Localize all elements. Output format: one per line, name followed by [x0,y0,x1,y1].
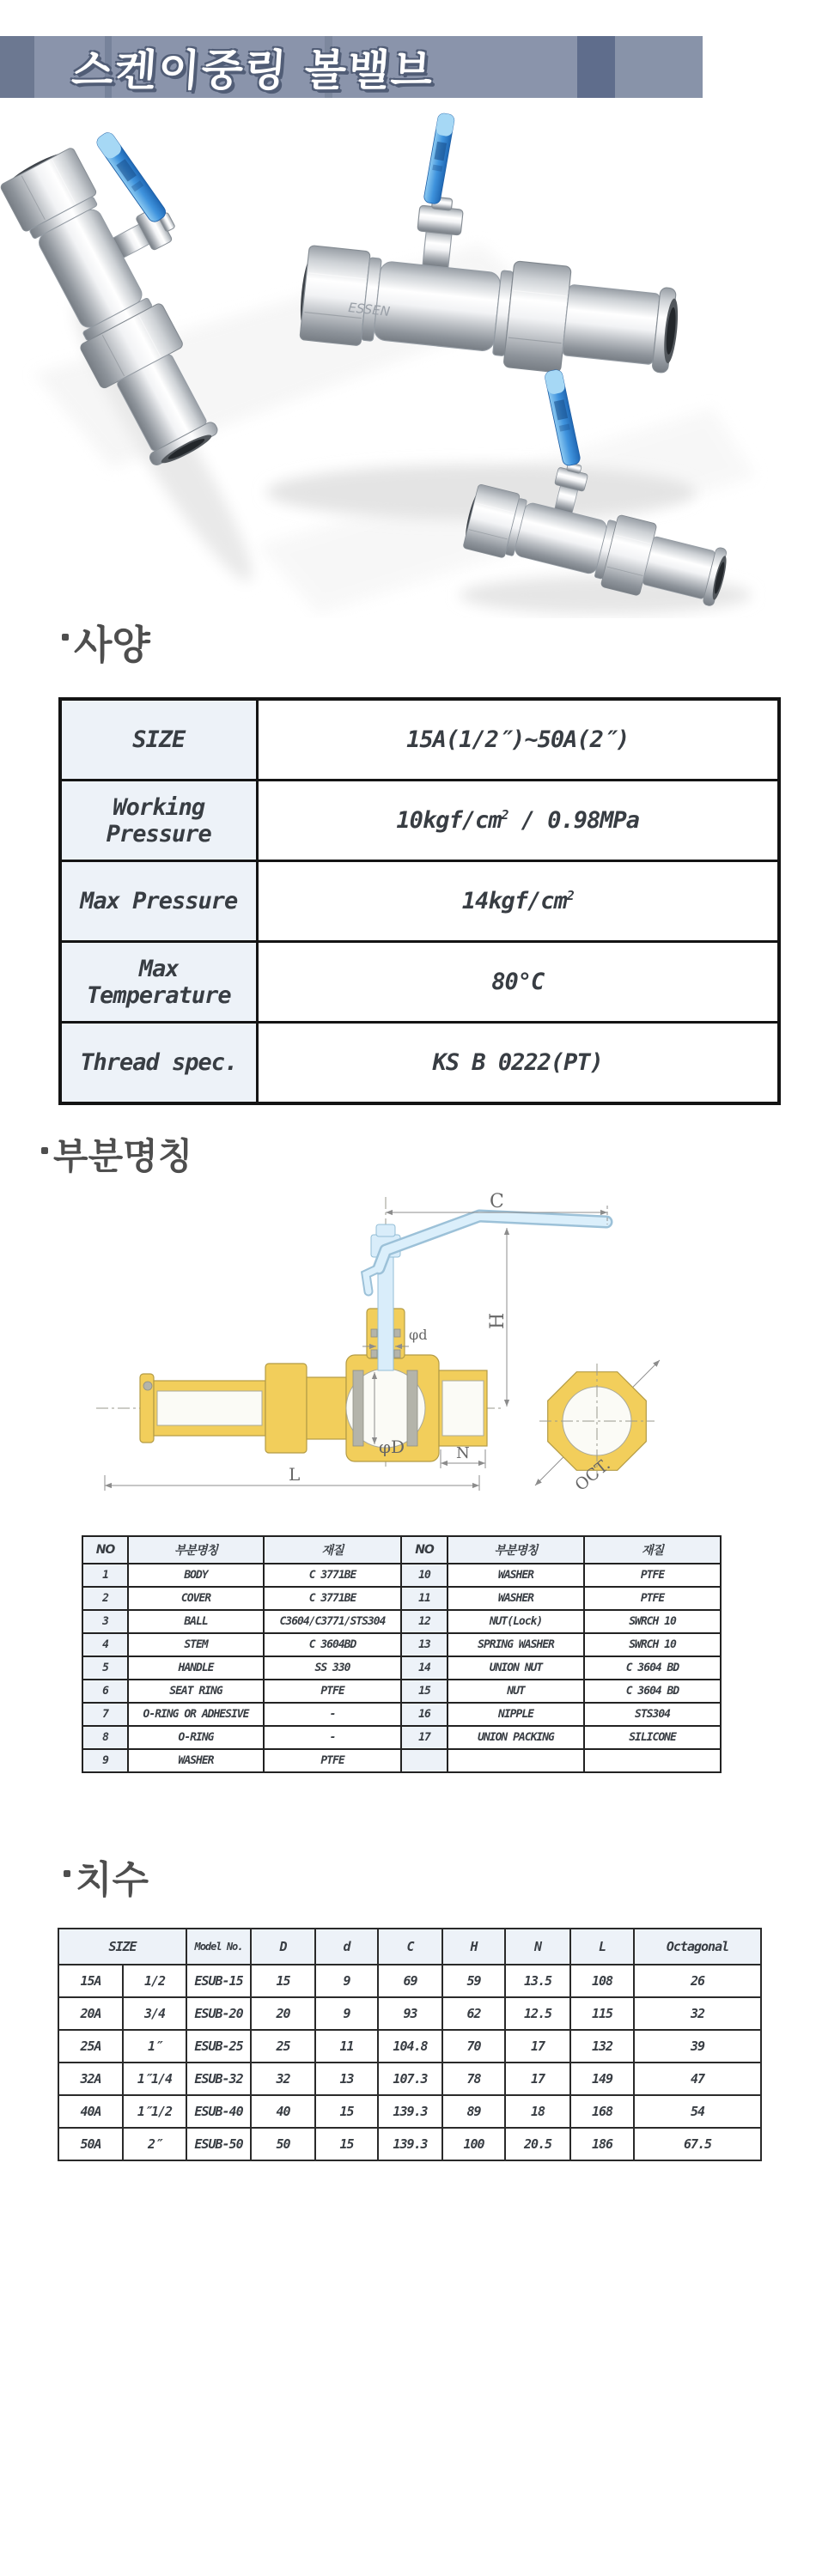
cell: 9 [82,1749,128,1772]
cell: 25 [251,2030,315,2063]
spec-label: Thread spec. [60,1023,257,1104]
cell: O-RING [128,1726,264,1749]
cell [584,1749,721,1772]
cell: NUT(Lock) [448,1610,584,1633]
cell: 50A [58,2128,123,2160]
col-header: L [570,1929,634,1965]
cell: 15 [401,1680,448,1703]
value-sup: 2 [501,807,508,823]
dim-label-phiD: φD [379,1437,405,1457]
col-header: NO [401,1536,448,1564]
cell: 62 [442,1997,505,2030]
spec-value [257,781,779,861]
cell: 17 [505,2063,570,2095]
col-header: d [315,1929,378,1965]
spec-label: Working Pressure [60,781,257,861]
ball-valve-photo-middle [296,112,689,385]
cell: BALL [128,1610,264,1633]
cell: 13 [315,2063,378,2095]
table-row [60,942,779,1023]
cell: 5 [82,1656,128,1680]
cell: 6 [82,1680,128,1703]
col-header: NO [82,1536,128,1564]
cell: 1 [82,1564,128,1587]
spec-value [257,1023,779,1104]
cell: - [264,1703,401,1726]
col-header: C [378,1929,442,1965]
cell: ESUB-20 [186,1997,251,2030]
cell: 132 [570,2030,634,2063]
cell: 32 [634,1997,761,2030]
col-header: 재질 [264,1536,401,1564]
cell: NIPPLE [448,1703,584,1726]
cell: 115 [570,1997,634,2030]
cell: 2 [82,1587,128,1610]
page-title: 스켄이중링 볼밸브 [70,46,436,95]
valve-cross-section-diagram [94,1185,679,1520]
table-row [58,2030,761,2063]
cell: 47 [634,2063,761,2095]
cell: UNION PACKING [448,1726,584,1749]
cell: COVER [128,1587,264,1610]
cell: SWRCH 10 [584,1633,721,1656]
cell: C 3604 BD [584,1680,721,1703]
cell: 9 [315,1997,378,2030]
table-row [58,2095,761,2128]
dim-label-l: L [289,1464,301,1485]
spec-label: Max Pressure [60,861,257,942]
cell: 40 [251,2095,315,2128]
table-row [82,1726,721,1749]
spec-value [257,942,779,1023]
cell: 26 [634,1965,761,1997]
value-text: 14kgf/cm [461,888,567,914]
cell: 50 [251,2128,315,2160]
cell: SILICONE [584,1726,721,1749]
cell: 20A [58,1997,123,2030]
cell: BODY [128,1564,264,1587]
table-row [82,1587,721,1610]
table-row [58,2063,761,2095]
cell: 13.5 [505,1965,570,1997]
table-header-row [82,1536,721,1564]
table-row [58,2128,761,2160]
table-row [82,1703,721,1726]
cell: 1″1/2 [123,2095,186,2128]
dim-label-c: C [490,1191,504,1212]
table-row [82,1610,721,1633]
cell: 4 [82,1633,128,1656]
table-row [60,699,779,781]
cell: 139.3 [378,2095,442,2128]
cell: 139.3 [378,2128,442,2160]
spec-value [257,699,779,781]
col-header: D [251,1929,315,1965]
col-header: 부분명칭 [448,1536,584,1564]
cell: 104.8 [378,2030,442,2063]
table-row [58,1997,761,2030]
valve-body-section [140,1224,487,1461]
cell: PTFE [584,1564,721,1587]
cell: 40A [58,2095,123,2128]
cell: 100 [442,2128,505,2160]
cell: - [264,1726,401,1749]
cell: WASHER [128,1749,264,1772]
cell: 12 [401,1610,448,1633]
cell: STEM [128,1633,264,1656]
valve-handle-section [366,1216,606,1291]
table-row [60,781,779,861]
col-header: Octagonal [634,1929,761,1965]
cell: 186 [570,2128,634,2160]
cell: SEAT RING [128,1680,264,1703]
cell: SWRCH 10 [584,1610,721,1633]
cell: 7 [82,1703,128,1726]
cell: C 3604BD [264,1633,401,1656]
col-header: Model No. [186,1929,251,1965]
cell: 17 [401,1726,448,1749]
cell: 89 [442,2095,505,2128]
cell: PTFE [264,1749,401,1772]
cell: 3/4 [123,1997,186,2030]
cell: 15 [251,1965,315,1997]
cell: 67.5 [634,2128,761,2160]
cell [448,1749,584,1772]
table-header-row [58,1929,761,1965]
cell: 3 [82,1610,128,1633]
brand-engraving: ESSEN [347,300,391,320]
bullet-dot [62,634,69,641]
value-text: KS B 0222(PT) [432,1049,603,1076]
cell: PTFE [264,1680,401,1703]
spec-label: Max Temperature [60,942,257,1023]
table-row [58,1965,761,1997]
cell: 8 [82,1726,128,1749]
cell: 54 [634,2095,761,2128]
cell: NUT [448,1680,584,1703]
cell: 16 [401,1703,448,1726]
cell: 20 [251,1997,315,2030]
bullet-dot [41,1147,48,1154]
section-title: 사양 [74,622,150,668]
col-header: SIZE [58,1929,186,1965]
cell: 149 [570,2063,634,2095]
value-text: 80°C [491,969,545,995]
spec-table [58,697,781,1105]
cell: 20.5 [505,2128,570,2160]
cell: 108 [570,1965,634,1997]
dim-label-oct: OCT. [571,1455,614,1496]
cell: C 3771BE [264,1564,401,1587]
cell: 93 [378,1997,442,2030]
value-text: 15A(1/2″)~50A(2″) [406,726,630,753]
value-sup: 2 [566,888,574,903]
dim-label-h: H [487,1312,508,1329]
value-text: / 0.98MPa [508,807,640,834]
dim-label-phid: φd [409,1327,428,1343]
cell: STS304 [584,1703,721,1726]
cell: ESUB-15 [186,1965,251,1997]
cell: 17 [505,2030,570,2063]
cell: 1″1/4 [123,2063,186,2095]
cell: PTFE [584,1587,721,1610]
cell: 11 [401,1587,448,1610]
cell: 69 [378,1965,442,1997]
cell: 25A [58,2030,123,2063]
table-row [82,1564,721,1587]
dimensions-table [58,1928,762,2161]
cell: 15 [315,2128,378,2160]
cell: ESUB-40 [186,2095,251,2128]
cell: 39 [634,2030,761,2063]
cell: 32A [58,2063,123,2095]
cell: 9 [315,1965,378,1997]
section-heading-spec [62,623,150,667]
cell: 13 [401,1633,448,1656]
valve-handle [544,368,581,466]
table-row [60,1023,779,1104]
cell: 12.5 [505,1997,570,2030]
cell: 107.3 [378,2063,442,2095]
cell: ESUB-32 [186,2063,251,2095]
cell: SS 330 [264,1656,401,1680]
col-header: H [442,1929,505,1965]
cell: 11 [315,2030,378,2063]
cell: 59 [442,1965,505,1997]
cell: WASHER [448,1564,584,1587]
col-header: N [505,1929,570,1965]
cell: 32 [251,2063,315,2095]
octagon-nut-view [535,1360,660,1495]
cell: 70 [442,2030,505,2063]
cell: SPRING WASHER [448,1633,584,1656]
cell: C 3604 BD [584,1656,721,1680]
cell: 18 [505,2095,570,2128]
col-header: 부분명칭 [128,1536,264,1564]
spec-value [257,861,779,942]
cell: 1/2 [123,1965,186,1997]
table-row [82,1749,721,1772]
cell: 15 [315,2095,378,2128]
table-row [82,1680,721,1703]
section-heading-dims [64,1860,149,1901]
cell: 14 [401,1656,448,1680]
section-title: 치수 [76,1858,149,1902]
parts-table [82,1535,722,1773]
cell: 168 [570,2095,634,2128]
cell: WASHER [448,1587,584,1610]
cell: 1″ [123,2030,186,2063]
cell: O-RING OR ADHESIVE [128,1703,264,1726]
table-row [82,1633,721,1656]
value-text: 10kgf/cm [396,807,502,834]
bullet-dot [64,1870,70,1877]
table-row [82,1656,721,1680]
cell: C3604/C3771/STS304 [264,1610,401,1633]
col-header: 재질 [584,1536,721,1564]
section-title: 부분명칭 [53,1135,193,1177]
cell: HANDLE [128,1656,264,1680]
section-heading-parts [41,1137,192,1176]
cell: C 3771BE [264,1587,401,1610]
valve-handle [94,131,168,225]
cell: 10 [401,1564,448,1587]
cell: ESUB-50 [186,2128,251,2160]
spec-label: SIZE [60,699,257,781]
product-photos [0,82,816,618]
cell: UNION NUT [448,1656,584,1680]
cell: 15A [58,1965,123,1997]
cell: ESUB-25 [186,2030,251,2063]
dim-label-n: N [456,1444,470,1462]
valve-handle [423,112,455,204]
cell: 78 [442,2063,505,2095]
cell: 2″ [123,2128,186,2160]
cell [401,1749,448,1772]
table-row [60,861,779,942]
